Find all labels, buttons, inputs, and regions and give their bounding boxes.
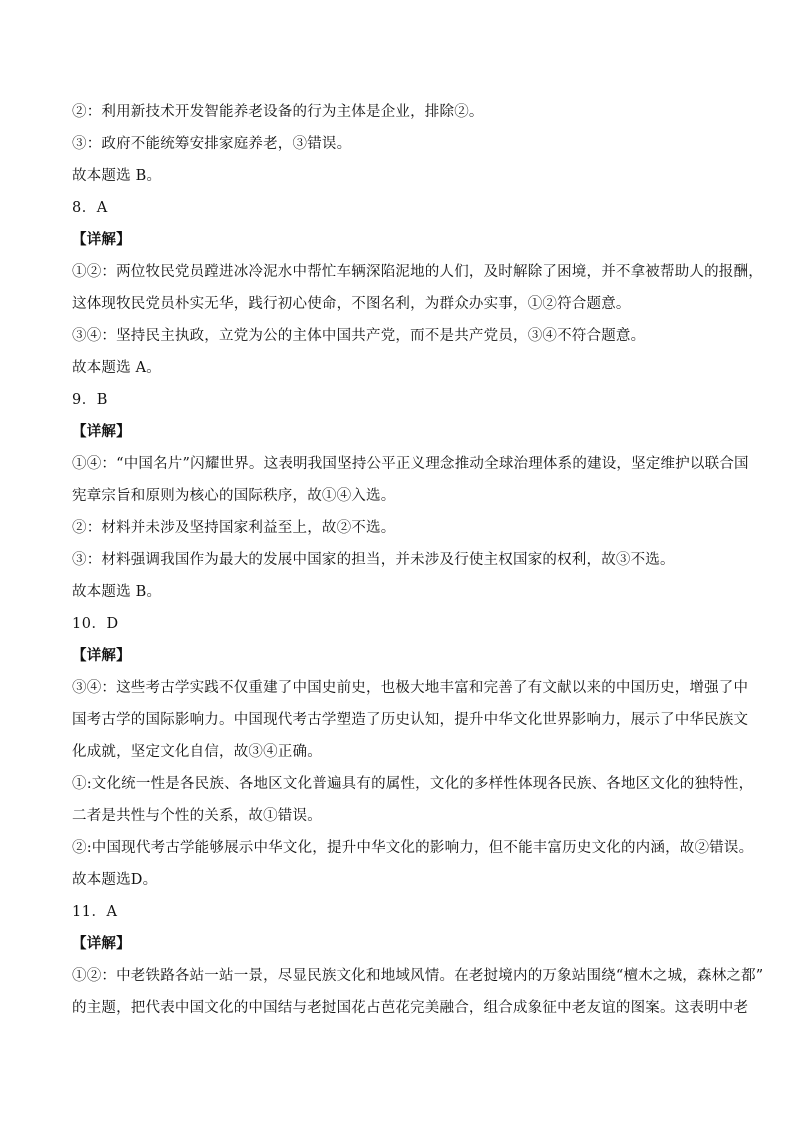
- text-line: ③：政府不能统筹安排家庭养老，③错误。: [72, 136, 352, 152]
- detail-heading: 【详解】: [72, 647, 131, 664]
- text-line: ③：材料强调我国作为最大的发展中国家的担当，并未涉及行使主权国家的权利，故③不选。: [72, 552, 675, 568]
- text-line: ③④：坚持民主执政，立党为公的主体中国共产党，而不是共产党员，③④不符合题意。: [72, 328, 646, 344]
- question-number: 8．A: [72, 200, 108, 216]
- text-line: ①:文化统一性是各民族、各地区文化普遍具有的属性，文化的多样性体现各民族、各地区文化的独特性，: [72, 776, 754, 792]
- text-line: 国考古学的国际影响力。中国现代考古学塑造了历史认知，提升中华文化世界影响力，展示了中华民族文: [72, 712, 749, 728]
- detail-heading: 【详解】: [72, 231, 131, 248]
- text-line: 宪章宗旨和原则为核心的国际秩序，故①④入选。: [72, 488, 396, 504]
- answer-conclusion: 故本题选 B。: [72, 168, 162, 184]
- text-line: 二者是共性与个性的关系，故①错误。: [72, 808, 322, 824]
- answer-conclusion: 故本题选 A。: [72, 360, 161, 376]
- text-line: ②：利用新技术开发智能养老设备的行为主体是企业，排除②。: [72, 104, 484, 120]
- question-number: 11．A: [72, 904, 118, 920]
- answer-conclusion: 故本题选D。: [72, 872, 158, 888]
- text-line: ①②：两位牧民党员蹚进冰冷泥水中帮忙车辆深陷泥地的人们，及时解除了困境，并不拿被帮助人的报酬，: [72, 264, 763, 280]
- text-line: ②：材料并未涉及坚持国家利益至上，故②不选。: [72, 520, 396, 536]
- text-line: ①②：中老铁路各站一站一景，尽显民族文化和地域风情。在老挝境内的万象站围绕“檀木之城，森林之都”: [72, 968, 764, 984]
- text-line: 这体现牧民党员朴实无华，践行初心使命，不图名利，为群众办实事，①②符合题意。: [72, 296, 631, 312]
- detail-heading: 【详解】: [72, 935, 131, 952]
- detail-heading: 【详解】: [72, 423, 131, 440]
- text-line: 的主题，把代表中国文化的中国结与老挝国花占芭花完美融合，组合成象征中老友谊的图案。这表明中老: [72, 1000, 749, 1016]
- text-line: ①④：“中国名片”闪耀世界。这表明我国坚持公平正义理念推动全球治理体系的建设，坚定维护以联合国: [72, 456, 749, 472]
- answer-conclusion: 故本题选 B。: [72, 584, 162, 600]
- text-line: ②:中国现代考古学能够展示中华文化，提升中华文化的影响力，但不能丰富历史文化的内涵，故②错误。: [72, 840, 754, 856]
- text-line: 化成就，坚定文化自信，故③④正确。: [72, 744, 322, 760]
- text-line: ③④：这些考古学实践不仅重建了中国史前史，也极大地丰富和完善了有文献以来的中国历史，增强了中: [72, 680, 749, 696]
- answer-explanation-page: [72, 96, 764, 1024]
- question-number: 9．B: [72, 392, 108, 408]
- question-number: 10．D: [72, 616, 119, 632]
